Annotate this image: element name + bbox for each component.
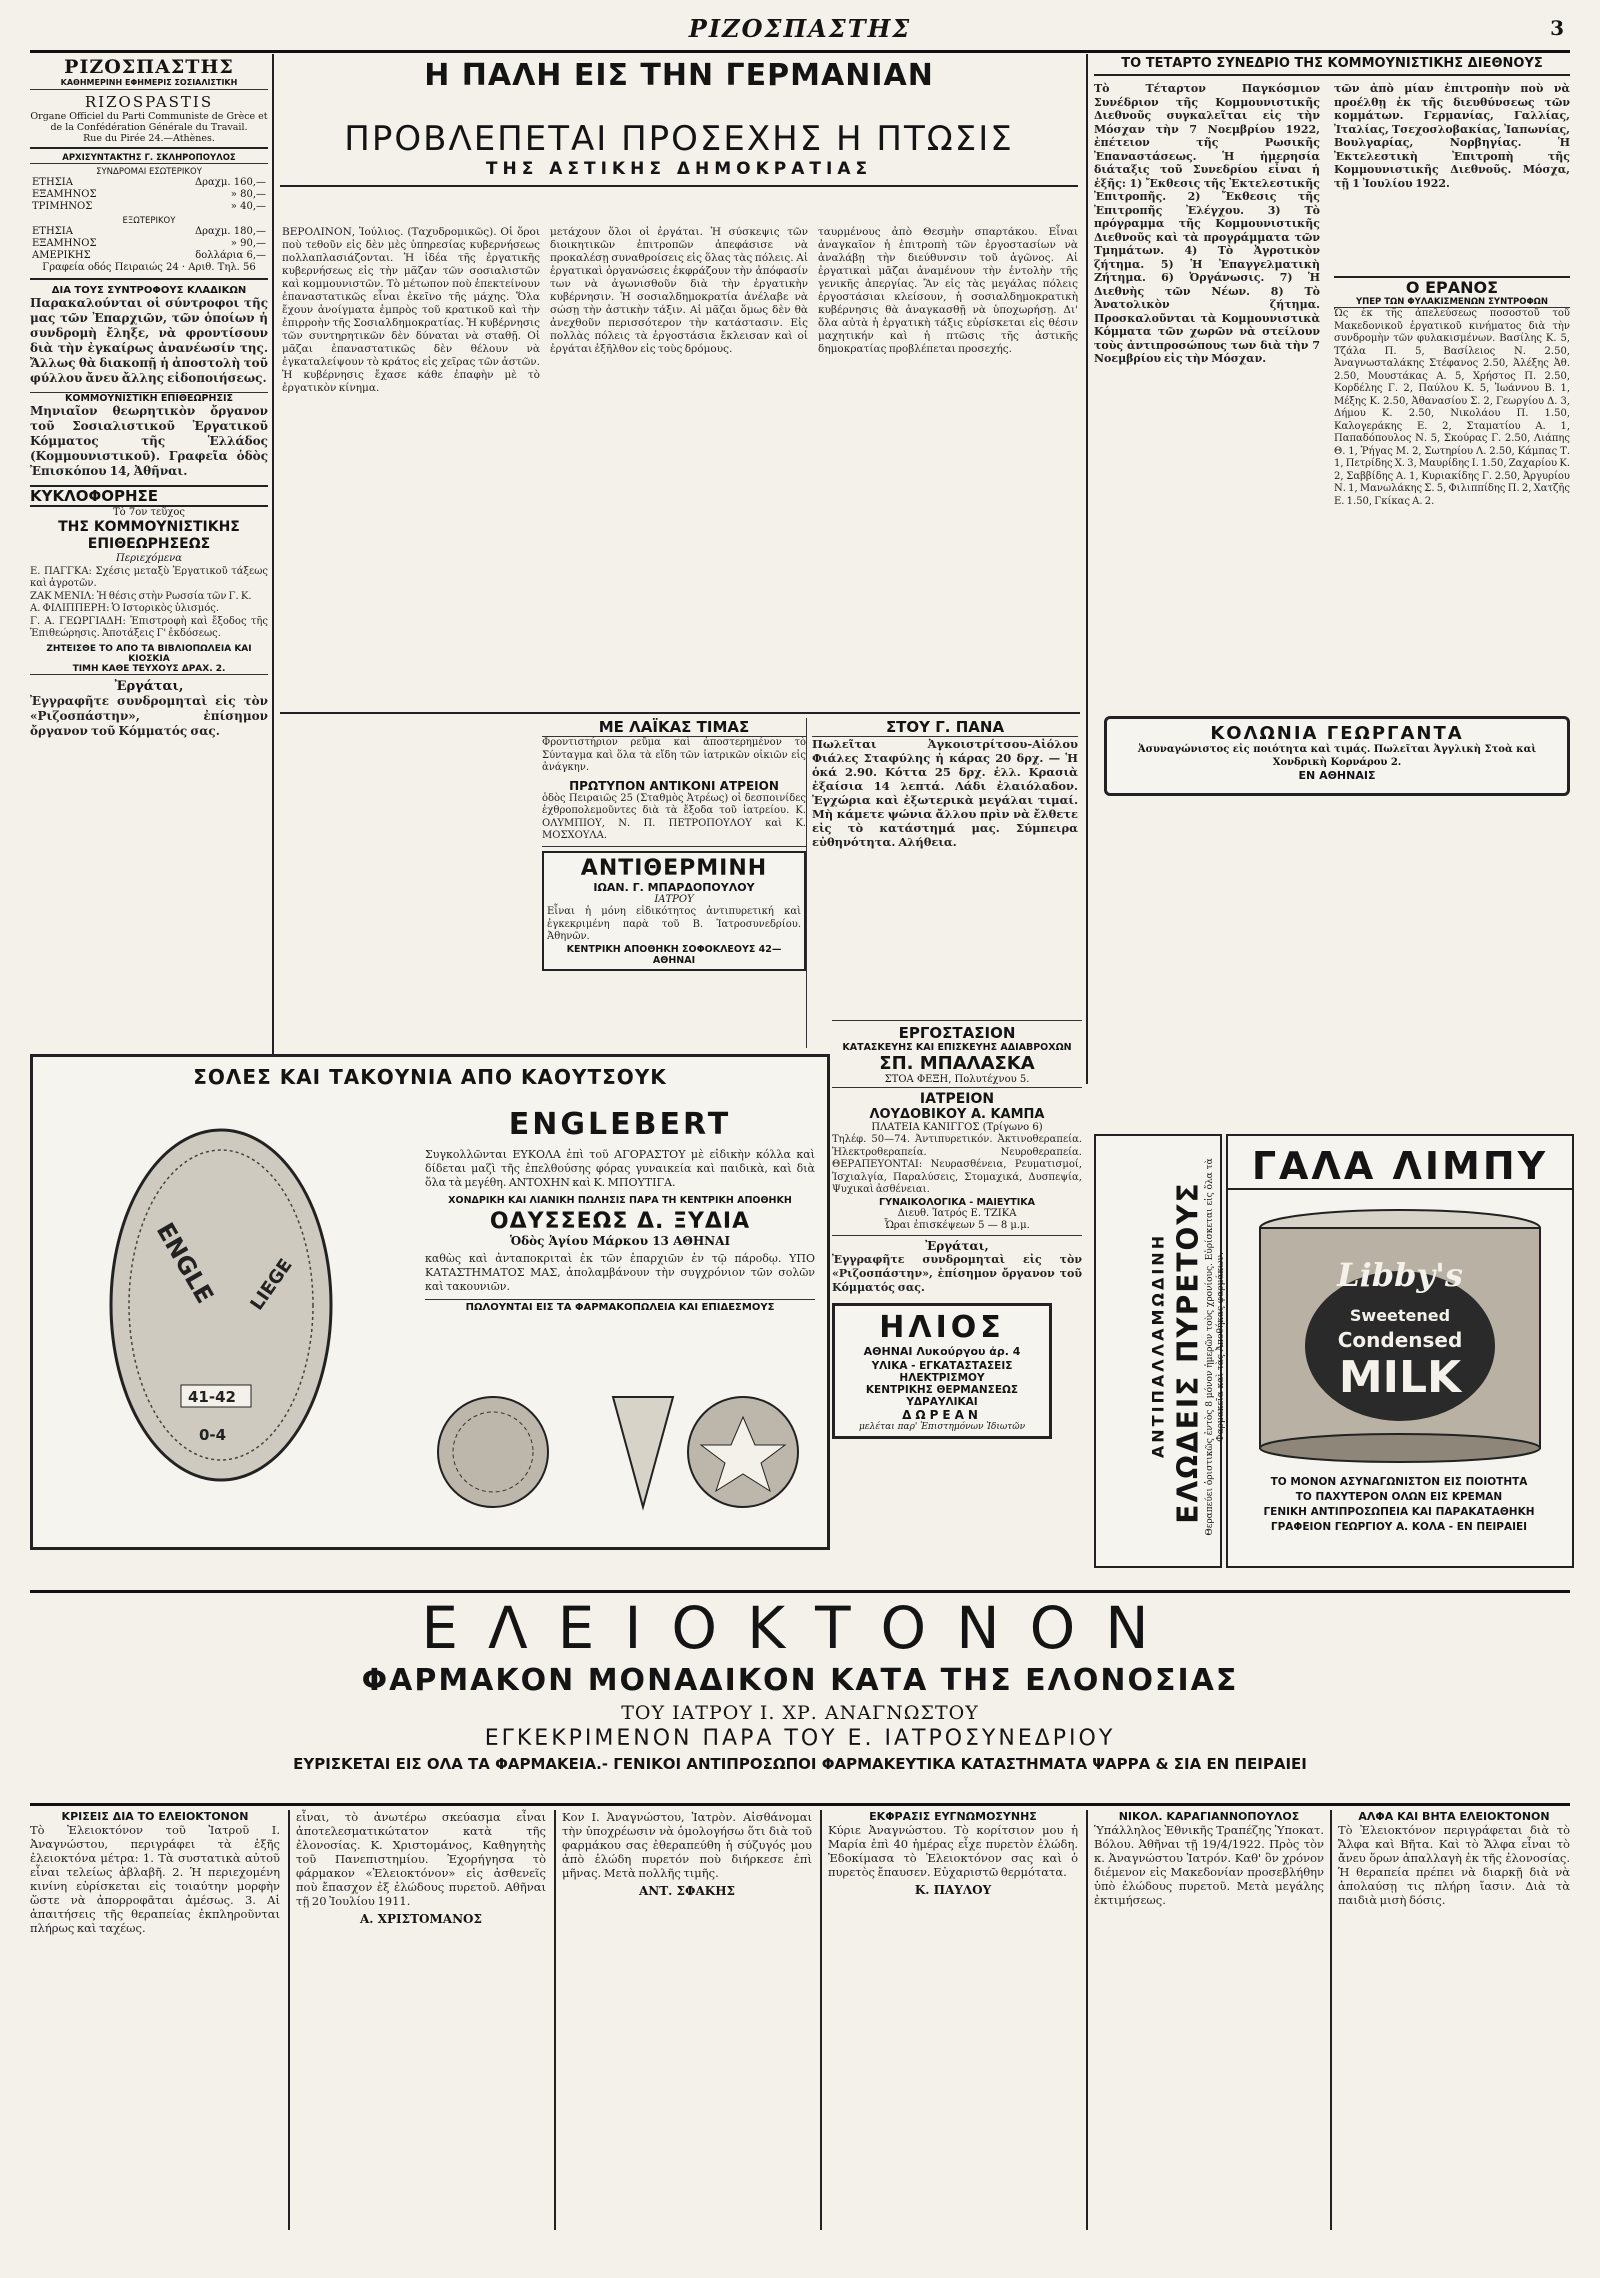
svg-text:LIEGE: LIEGE xyxy=(246,1255,297,1315)
milk-label: Condensed xyxy=(1337,1328,1463,1352)
contents-label: Περιεχόμενα xyxy=(115,553,183,564)
testimonial-column xyxy=(562,1810,812,2240)
review-notice-text: Μηνιαῖον θεωρητικὸν ὄργανον τοῦ Σοσιαλιστικοῦ Ἐργατικοῦ Κόμματος τῆς Ἑλλάδος (Κομμουνιστικοῦ). Γραφεῖα ὁδὸς Ἐπισκόπου 14, Ἀθῆναι. xyxy=(30,403,268,478)
englebert-heel-illustration xyxy=(413,1357,813,1537)
helios-address: ΑΘΗΝΑΙ Λυκούργου ἀρ. 4 xyxy=(863,1344,1021,1358)
testimonial-column xyxy=(30,1810,280,2240)
headline-block xyxy=(280,58,1078,218)
ad-name: ΣΠ. ΜΠΑΛΑΣΚΑ xyxy=(879,1053,1035,1074)
left-office: Γραφεία οδός Πειραιώς 24 · Αριθ. Τηλ. 56 xyxy=(30,262,268,280)
workers-text: Ἐγγραφῆτε συνδρομηταὶ εἰς τὸν «Ριζοσπάστην», ἐπίσημον ὄργανον τοῦ Κόμματός σας. xyxy=(832,1252,1082,1294)
eranos-subtitle: ΥΠΕΡ ΤΩΝ ΦΥΛΑΚΙΣΜΕΝΩΝ ΣΥΝΤΡΟΦΩΝ xyxy=(1334,297,1570,308)
ad-column-laikes xyxy=(542,718,807,1048)
left-latin-desc: Organe Officiel du Parti Communiste de Grèce et de la Confédération Générale du Travail. xyxy=(30,111,268,133)
milk-text: ΤΟ ΠΑΧΥΤΕΡΟΝ ΟΛΩΝ ΕΙΣ ΚΡΕΜΑΝ xyxy=(1295,1491,1503,1503)
milk-text: ΤΟ ΜΟΝΟΝ ΑΣΥΝΑΓΩΝΙΣΤΟΝ ΕΙΣ ΠΟΙΟΤΗΤΑ xyxy=(1270,1476,1528,1488)
antipalludism-subtitle: ΕΛΩΔΕΙΣ ΠΥΡΕΤΟΥΣ xyxy=(1171,1181,1205,1524)
left-editor: ΑΡΧΙΣΥΝΤΑΚΤΗΣ Γ. ΣΚΛΗΡΟΠΟΥΛΟΣ xyxy=(30,153,268,164)
helios-title: ΗΛΙΟΣ xyxy=(879,1309,1005,1345)
eranos-text: Ὡς ἐκ τῆς ἀπελεύσεως ποσοστοῦ τοῦ Μακεδονικοῦ ἐργατικοῦ κινήματος διὰ τὴν συνδρομὴν τῶν φυλακισμένων. Βασίλης Κ. 5, Τζάλα Π. 5, Βασίλειος Ν. 2.50, Ἀναγνωσταλάκης Στέφανος 2.50, Ἀλέξης Ἀθ. 2.50, Μουστάκας Α. 5, Χρήστος Π. 2.50, Κορδέλης Γ. 2, Παύλου Κ. 5, Ἰωάννου Β. 1, Μέξης Κ. 2.50, Ἀθανασίου Σ. 2, Γεωργίου Δ. 3, Δήμου Κ. 2.50, Νικολάου Π. 1.50, Καλογεράκης Ε. 2, Σταματίου Α. 1, Παπαδόπουλος Ν. 5, Σκούρας Γ. 2.50, Λιάπης Θ. 1, Ῥήγας Μ. 2, Σωτηρίου Λ. 2.50, Κάμπας Τ. 1, Πετρίδης Χ. 3, Μαυρίδης Ι. 1.50, Ζαχαρίου Κ. 2, Σαββίδης Α. 1, Κυριακίδης Γ. 2.50, Ἀργυρίου Ν. 1, Μανωλάκης Σ. 5, Φιλιππίδης Π. 2, Χατζῆς Ε. 1.50, Γκίκας Α. 2. xyxy=(1334,308,1570,507)
article-column: ταυρμένους ἀπὸ Θεσμὴν σπαρτάκου. Εἶναι ἀναγκαῖον ἡ ἐπιτροπὴ τῶν ἐργοστασίων νὰ ἀναλάβῃ τὴν διεύθυνσιν τοῦ ἀγῶνος. Αἱ ἐργατικαὶ μᾶζαι ἀναμένουν τὴν ἐντολὴν τῆς γενικῆς ἀπεργίας. Ἂν εἰς τὰς μεγάλας πόλεις ἐργοστάσιαι κλείσουν, ἡ σοσιαλδημοκρατικὴ κυβέρνησις θὰ ἀναγκασθῇ νὰ ὑποχωρήσῃ. Δι' ὅλα αὐτὰ ἡ ἐργατικὴ τάξις εὑρίσκεται εἰς θέσιν μαχητικήν καὶ ἡ πτῶσις τῆς ἀστικῆς δημοκρατίας προβλέπεται προσεχής. xyxy=(818,226,1078,355)
milk-label: MILK xyxy=(1338,1352,1462,1403)
testimonial-text: Κύριε Ἀναγνώστου. Τὸ κορίτσιον μου ἡ Μαρία ἐπὶ 40 ἡμέρας εἶχε πυρετὸν ἐλώδη. Ἐδοκίμασα τὸ Ἐλειοκτόνον σας καὶ ὁ πυρετὸς ἔπαυσεν. Εὐχαριστῶ θερμότατα. xyxy=(828,1823,1078,1879)
banner-line: ΤΟΥ ΙΑΤΡΟΥ Ι. ΧΡ. ΑΝΑΓΝΩΣΤΟΥ xyxy=(621,1702,979,1724)
milk-text: ΓΡΑΦΕΙΟΝ ΓΕΩΡΓΙΟΥ Α. ΚΟΛΑ - ΕΝ ΠΕΙΡΑΙΕΙ xyxy=(1270,1521,1528,1533)
ad-depot: ΚΕΝΤΡΙΚΗ ΑΠΟΘΗΚΗ ΣΟΦΟΚΛΕΟΥΣ 42—ΑΘΗΝΑΙ xyxy=(566,943,782,966)
contents-item: Ε. ΠΑΓΓΚΑ: Σχέσις μεταξὺ Ἐργατικοῦ τάξεως καὶ ἀγροτῶν. xyxy=(30,565,268,589)
testimonial-signature: Κ. ΠΑΥΛΟΥ xyxy=(914,1883,992,1897)
antithermini-ad xyxy=(542,851,806,971)
kykloforise-title: ΚΥΚΛΟΦΟΡΗΣΕ xyxy=(30,485,268,507)
testimonial-text: Τὸ Ἐλειοκτόνον περιγράφεται διὰ τὸ Ἄλφα καὶ Βῆτα. Καὶ τὸ Ἄλφα εἶναι τὸ ἄνευ ὅρων ἀπαλλαγὴ ἐκ τῆς ἐλονοσίας. Ἡ θεραπεία πρέπει νὰ διαρκῇ διὰ νὰ ἀπολαύσῃ τις πλήρη ἴασιν. Διὰ τὰ παιδιὰ μισὴ δόσις. xyxy=(1338,1823,1570,1907)
ad-title: ΑΝΤΙΘΕΡΜΙΝΗ xyxy=(580,855,768,881)
page-number: 3 xyxy=(1550,16,1566,40)
milk-text: ΓΕΝΙΚΗ ΑΝΤΙΠΡΟΣΩΠΕΙΑ ΚΑΙ ΠΑΡΑΚΑΤΑΘΗΚΗ xyxy=(1263,1506,1535,1518)
englebert-brand: ENGLEBERT xyxy=(508,1107,732,1142)
eranos-block xyxy=(1334,276,1570,728)
ad-title: ΕΡΓΟΣΤΑΣΙΟΝ xyxy=(832,1020,1082,1042)
ad-address: ΠΛΑΤΕΙΑ ΚΑΝΙΓΓΟΣ (Τρίγωνο 6) xyxy=(871,1121,1043,1133)
testimonial-column xyxy=(828,1810,1078,2240)
table-row: ΑΜΕΡΙΚΗΣ δολλάρια 6,— xyxy=(32,250,266,261)
contents-item: Γ. Α. ΓΕΩΡΓΙΑΔΗ: Ἐπιστροφὴ καὶ ἔξοδος τῆς Ἐπιθεώρησις. Ἀποτάξεις Γ' ἐκδόσεως. xyxy=(30,615,268,639)
headline-subtitle: ΠΡΟΒΛΕΠΕΤΑΙ ΠΡΟΣΕΧΗΣ Η ΠΤΩΣΙΣ xyxy=(344,119,1014,159)
column-rule xyxy=(1086,54,1088,1084)
ad-name: ΛΟΥΔΟΒΙΚΟΥ Α. ΚΑΜΠΑ xyxy=(869,1106,1045,1122)
kolonia-ad xyxy=(1104,716,1570,796)
headline-title: Η ΠΑΛΗ ΕΙΣ ΤΗΝ ΓΕΡΜΑΝΙΑΝ xyxy=(424,58,934,93)
helios-item: ΥΔΡΑΥΛΙΚΑΙ xyxy=(906,1395,978,1408)
englebert-ad xyxy=(30,1054,830,1550)
milk-title: ΓΑΛΑ ΛΙΜΠΥ xyxy=(1228,1144,1572,1190)
left-logo: ΡΙΖΟΣΠΑΣΤΗΣ xyxy=(64,56,234,78)
section-rule xyxy=(280,712,1080,714)
left-column xyxy=(30,56,268,1066)
milk-label: Sweetened xyxy=(1349,1306,1451,1325)
kolonia-title: ΚΟΛΩΝΙΑ ΓΕΩΡΓΑΝΤΑ xyxy=(1210,723,1464,744)
banner-line: ΕΓΚΕΚΡΙΜΕΝΟΝ ΠΑΡΑ ΤΟΥ Ε. ΙΑΤΡΟΣΥΝΕΔΡΙΟΥ xyxy=(484,1726,1116,1751)
banner-line: ΦΑΡΜΑΚΟΝ ΜΟΝΑΔΙΚΟΝ ΚΑΤΑ ΤΗΣ ΕΛΟΝΟΣΙΑΣ xyxy=(361,1663,1239,1698)
ad-column-pana xyxy=(812,718,1078,1018)
englebert-name: ΟΔΥΣΣΕΩΣ Δ. ΞΥΔΙΑ xyxy=(489,1209,751,1234)
testimonials-section xyxy=(30,1810,1570,2240)
testimonial-signature: Α. ΧΡΙΣΤΟΜΑΝΟΣ xyxy=(360,1912,482,1926)
englebert-wholesale: ΧΟΝΔΡΙΚΗ ΚΑΙ ΛΙΑΝΙΚΗ ΠΩΛΗΣΙΣ ΠΑΡΑ ΤΗ ΚΕΝΤΡΙΚΗ ΑΠΟΘΗΚΗ xyxy=(448,1195,792,1206)
testimonial-name: ΝΙΚΟΛ. ΚΑΡΑΓΙΑΝΝΟΠΟΥΛΟΣ xyxy=(1118,1810,1300,1823)
testimonial-text: Ὑπάλληλος Ἐθνικῆς Τραπέζης Ὑποκατ. Βόλου. Ἀθῆναι τῇ 19/4/1922. Πρὸς τὸν κ. Ἀναγνώστου Ἰατρόν. Καθ' ὃν χρόνον διέμενον εἰς Μακεδονίαν προσεβλήθην ὑπὸ ἐλώδους πυρετοῦ. Μετὰ μεγάλης ἐκτιμήσεως. xyxy=(1094,1823,1324,1907)
helios-item: ΗΛΕΚΤΡΙΣΜΟΥ xyxy=(899,1371,985,1384)
heel-icon xyxy=(413,1357,813,1537)
subs-internal-title: ΣΥΝΔΡΟΜΑΙ ΕΣΩΤΕΡΙΚΟΥ xyxy=(96,167,202,177)
ad-doctor: Διευθ. Ἰατρός Ε. ΤΖΙΚΑ xyxy=(897,1207,1017,1219)
issue-number: Τὸ 7ον τεῦχος xyxy=(113,506,185,518)
congress-column: Τὸ Τέταρτον Παγκόσμιον Συνέδριον τῆς Κομμουνιστικῆς Διεθνοῦς συγκαλεῖται εἰς τὴν Μόσχαν τὴν 7 Νοεμβρίου 1922, ἐπέτειον τῆς Ρωσικῆς Ἐπαναστάσεως. Ἡ ἡμερησία διάταξις τοῦ Συνεδρίου εἶναι ἡ ἑξῆς: 1) Ἔκθεσις τῆς Ἐκτελεστικῆς Ἐπιτροπῆς. 2) Ἔκθεσις τῆς Ἐπιτροπῆς Ἐλέγχου. 3) Τὸ πρόγραμμα τῆς Κομμουνιστικῆς Διεθνοῦς καὶ τὰ προγράμματα τῶν Τμημάτων. 4) Τὸ Ἀγροτικὸν ζήτημα. 5) Ἡ Ἐπαγγελματικὴ Ζήτημα. 6) Ὀργάνωσις. 7) Ἡ Διεθνὴς τῶν Νέων. 8) Τὸ Ἀνατολικὸν ζήτημα. Προσκαλοῦνται τὰ Κομμουνιστικὰ Κόμματα τῶν χωρῶν νὰ στείλουν τοὺς ἀντιπροσώπους των διὰ τὴν 7 Νοεμβρίου εἰς τὴν Μόσχαν. xyxy=(1094,82,1320,365)
antipalludism-text: Θεραπεύει ὁριστικῶς ἐντὸς 8 μόνον ἡμερῶν τοὺς χρονίους. Εὑρίσκεται εἰς ὅλα τὰ Φαρμακεῖα καὶ τὰς Ἀποθήκας φαρμάκων. xyxy=(1205,1158,1226,1536)
ad-hours: Ὧραι ἐπισκέψεων 5 — 8 μ.μ. xyxy=(832,1220,1082,1236)
englebert-illustration xyxy=(81,1105,411,1535)
milk-text-block xyxy=(1234,1476,1564,1533)
ad-title: ΜΕ ΛΑΪΚΑΣ ΤΙΜΑΣ xyxy=(542,718,806,737)
article-column: ΒΕΡΟΛΙΝΟΝ, Ἰούλιος. (Ταχυδρομικῶς). Οἱ ὅροι ποὺ τεθοῦν εἰς δὲν μὲς ὑπηρεσίας κυβερνήσεως πολλαπλασιάζονται. Ἡ ἰδέα τῆς ἐργατικῆς κυβερνήσεως εἰς τὴν μᾶζαν τῶν σοσιαλιστῶν καὶ κομμουνιστῶν. Τὸ μέτωπον ποὺ ἐπεκτείνουν ἐπαναστατικῶς εἶναι ἐκεῖνο τῆς μάχης. Ὅλα ἔχουν ἀνοίγματα ἐμπρὸς τοῦ κρατικοῦ καὶ τὴν ἐπιρροὴν τῆς Σοσιαλδημοκρατίας. Ἡ κυβέρνησις τῶν συντηρητικῶν δὲν δύναται νὰ σταθῇ. Οἱ μᾶζαι ἐπαναστατικῶς δὲν θέλουν νὰ ἐγκαταλείψουν τὸ κράτος εἰς χεῖρας τῶν ἀστῶν. Ἡ κυβέρνησις ἔχασε κάθε ἐπαφὴν μὲ τὸ ἐργατικὸν κίνημα. xyxy=(282,226,540,394)
congress-title: ΤΟ ΤΕΤΑΡΤΟ ΣΥΝΕΔΡΙΟ ΤΗΣ ΚΟΜΜΟΥΝΙΣΤΙΚΗΣ ΔΙΕΘΝΟΥΣ xyxy=(1094,56,1570,76)
antipalludism-title: ΑΝΤΙΠΑΛΛΑΜΩΔΙΝΗ xyxy=(1148,1232,1168,1459)
testimonial-text: Τὸ Ἐλειοκτόνον τοῦ Ἰατροῦ Ι. Ἀναγνώστου, περιγράφει τὰ ἑξῆς ἐλειοκτόνα μέτρα: 1. Τὰ συστατικὰ αὐτοῦ εἶναι τελείως ἀβλαβῆ. 2. Ἡ περιεχομένη κινίνη εὑρίσκεται εἰς τοιαύτην μορφὴν ὥστε νὰ ἀπορροφᾶται ἀμέσως. 3. Αἱ ἀπαιτήσεις τῆς θεραπείας ἐκπληροῦνται πλήρως καὶ ταχέως. xyxy=(30,1823,280,1935)
headline-subtitle-2: ΤΗΣ ΑΣΤΙΚΗΣ ΔΗΜΟΚΡΑΤΙΑΣ xyxy=(280,159,1078,187)
left-latin-title: RIZOSPASTIS xyxy=(84,93,214,111)
englebert-footer: ΠΩΛΟΥΝΤΑΙ ΕΙΣ ΤΑ ΦΑΡΜΑΚΟΠΩΛΕΙΑ ΚΑΙ ΕΠΙΔΕΣΜΟΥΣ xyxy=(425,1299,815,1313)
ad-subtitle: ΚΑΤΑΣΚΕΥΗΣ ΚΑΙ ΕΠΙΣΚΕΥΗΣ ΑΔΙΑΒΡΟΧΩΝ xyxy=(842,1042,1072,1053)
ad-subtitle: ΓΥΝΑΙΚΟΛΟΓΙΚΑ - ΜΑΙΕΥΤΙΚΑ xyxy=(879,1196,1035,1208)
issue-price: ΤΙΜΗ ΚΑΘΕ ΤΕΥΧΟΥΣ ΔΡΑΧ. 2. xyxy=(30,664,268,675)
milk-brand: Libby's xyxy=(1337,1256,1463,1294)
magazine-title: ΤΗΣ ΚΟΜΜΟΥΝΙΣΤΙΚΗΣ ΕΠΙΘΕΩΡΗΣΕΩΣ xyxy=(58,519,240,552)
helios-item: ΥΛΙΚΑ - ΕΓΚΑΤΑΣΤΑΣΕΙΣ xyxy=(871,1359,1013,1372)
subs-external-table xyxy=(30,226,268,262)
contents-item: Α. ΦΙΛΙΠΠΕΡΗ: Ὁ Ιστορικὸς ὑλισμός. xyxy=(30,603,220,614)
testimonial-title: ΕΚΦΡΑΣΙΣ ΕΥΓΝΩΜΟΣΥΝΗΣ xyxy=(869,1810,1037,1823)
milk-ad xyxy=(1226,1134,1574,1568)
kolonia-city: ΕΝ ΑΘΗΝΑΙΣ xyxy=(1298,769,1376,782)
column-rule xyxy=(272,54,274,1074)
left-subtitle: ΚΑΘΗΜΕΡΙΝΗ ΕΦΗΜΕΡΙΣ ΣΟΣΙΑΛΙΣΤΙΚΗ xyxy=(30,78,268,90)
contents-item: ΖΑΚ ΜΕΝΙΛ: Ἡ θέσις στὴν Ρωσσία τῶν Γ. Κ. xyxy=(30,590,252,602)
helios-footer: μελέται παρ' Ἐπιστημόνων Ἰδιωτῶν xyxy=(858,1421,1026,1432)
englebert-text: Συγκολλῶνται ΕΥΚΟΛΑ ἐπὶ τοῦ ΑΓΟΡΑΣΤΟΥ μὲ εἰδικὴν κόλλα καὶ δίδεται μαζὶ τῆς ἐπελθούσης φόρας γυναικεία καὶ παιδικὰ, καὶ διὰ ὅλα τὰ μεγέθη. ΑΝΤΟΧΗΝ καὶ Κ. ΜΠΟΥΤΙΓΑ. xyxy=(425,1148,815,1189)
testimonial-text: εἶναι, τὸ ἀνωτέρω σκεύασμα εἶναι ἀποτελεσματικώτατον κατὰ τῆς ἐλονοσίας. Κ. Χριστομάνος, Καθηγητὴς τοῦ Πανεπιστημίου. Ἐχορήγησα τὸ φάρμακον «Ἐλειοκτόνον» εἰς ἀσθενεῖς ποὺ ἔπασχον ἐξ ἐλώδους πυρετοῦ. Αθῆναι τῇ 20 Ἰουλίου 1911. xyxy=(296,1810,546,1908)
ad-text: Τηλέφ. 50—74. Ἀντιπυρετικόν. Ἀκτινοθεραπεία. Ἠλεκτροθεραπεία. Νευροθεραπεία. ΘΕΡΑΠΕΥΟΝΤΑΙ: Νευρασθένεια, Ρευματισμοί, Ἰσχιαλγία, Παραλύσεις, Στομαχικά, Δυσπεψία, Ψυχικαὶ ἀσθένειαι. xyxy=(832,1134,1082,1195)
ad-subtitle: ΙΑΤΡΟΥ xyxy=(654,893,694,905)
svg-text:41-42: 41-42 xyxy=(188,1388,236,1406)
masthead-title: ΡΙΖΟΣΠΑΣΤΗΣ xyxy=(688,14,912,43)
banner-line: ΕΥΡΙΣΚΕΤΑΙ ΕΙΣ ΟΛΑ ΤΑ ΦΑΡΜΑΚΕΙΑ.- ΓΕΝΙΚΟΙ ΑΝΤΙΠΡΟΣΩΠΟΙ ΦΑΡΜΑΚΕΥΤΙΚΑ ΚΑΤΑΣΤΗΜΑΤΑ ΨΑΡΡΑ & ΣΙΑ ΕΝ ΠΕΙΡΑΙΕΙ xyxy=(293,1755,1307,1773)
helios-ad xyxy=(832,1303,1052,1439)
sale-notice: ΖΗΤΕΙΣΘΕ ΤΟ ΑΠΟ ΤΑ ΒΙΒΛΙΟΠΩΛΕΙΑ ΚΑΙ ΚΙΟΣΚΙΑ xyxy=(46,643,252,664)
banner-title: ΕΛΕΙΟΚΤΟΝΟΝ xyxy=(421,1594,1179,1662)
rubber-sole-icon xyxy=(81,1105,411,1535)
englebert-address: Ὁδὸς Ἁγίου Μάρκου 13 ΑΘΗΝΑΙ xyxy=(509,1234,731,1248)
kolonia-text: Ἀσυναγώνιστος εἰς ποιότητα καὶ τιμάς. Πωλεῖται Ἀγγλικὴ Στοὰ καὶ Χονδρικὴ Κορνάρου 2. xyxy=(1137,744,1537,768)
helios-item: ΚΕΝΤΡΙΚΗΣ ΘΕΡΜΑΝΣΕΩΣ xyxy=(865,1383,1019,1396)
testimonial-column xyxy=(296,1810,546,2240)
notice-text: Παρακαλούνται οἱ σύντροφοι τῆς μας τῶν Ἐπαρχιῶν, τῶν ὁποίων ἡ συνδρομὴ ἔληξε, νὰ φροντίσουν διὰ τὴν ἐγκαίρως ἀνανέωσίν της. Ἄλλως θὰ διακοπῇ ἡ ἀποστολὴ τοῦ φύλλου ἄνευ ἄλλης εἰδοποιήσεως. xyxy=(30,295,268,385)
englebert-text-block xyxy=(425,1107,815,1313)
ad-text: Πωλεῖται Ἀγκοιστρίτσου-Αἰόλου Φιάλες Σταφύλης ἡ κάρας 20 δρχ. — Ἡ ὁκά 2.90. Κόττα 25 δρχ. ἑλλ. Κρασιὰ ἐξαίσια 14 λεπτά. Λάδι ἐλαιόλαδον. Ἐγχώρια καὶ ἐξωτερικὰ μεγάλαι τιμαί. Μὴ κάμετε ψώνια ἄλλου πρὶν νὰ ἔλθετε εἰς τὸ κατάστημά μας. Σύμπειρα εὐθηνότητα. Αλήθεια. xyxy=(812,737,1078,849)
ad-address: ΣΤΟΑ ΦΕΞΗ, Πολυτέχνου 5. xyxy=(832,1074,1082,1088)
englebert-text: καθὼς καὶ ἀνταποκριταὶ ἐκ τῶν ἐπαρχιῶν ἐν τῷ πάροδῳ. ΥΠΟ ΚΑΤΑΣΤΗΜΑΤΟΣ ΜΑΣ, ἀπολαμβάνουν τὴν συγχρόνιον τῶν σολῶν καὶ τακουνιῶν. xyxy=(425,1252,815,1293)
table-row: ΕΞΑΜΗΝΟΣ » 90,— xyxy=(32,238,266,249)
ad-text: Εἶναι ἡ μόνη εἰδικότητος ἀντιπυρετική καὶ ἐγκεκριμένη παρὰ τοῦ Β. Ἰατροσυνεδρίου. Ἀθηνῶν. xyxy=(547,906,801,942)
workers-title: Ἐργάται, xyxy=(114,678,184,694)
englebert-heading: ΣΟΛΕΣ ΚΑΙ ΤΑΚΟΥΝΙΑ ΑΠΟ ΚΑΟΥΤΣΟΥΚ xyxy=(193,1065,667,1089)
testimonial-signature: ΑΝΤ. ΣΦΑΚΗΣ xyxy=(638,1884,736,1898)
eranos-title: Ο ΕΡΑΝΟΣ xyxy=(1334,276,1570,297)
notice-title: ΔΙΑ ΤΟΥΣ ΣΥΝΤΡΟΦΟΥΣ ΚΛΑΔΙΚΩΝ xyxy=(51,284,247,296)
antipalludism-ad xyxy=(1094,1134,1226,1568)
review-notice-title: ΚΟΜΜΟΥΝΙΣΤΙΚΗ ΕΠΙΘΕΩΡΗΣΙΣ xyxy=(30,392,268,404)
left-latin-address: Rue du Pirée 24.—Athènes. xyxy=(30,133,268,149)
subs-internal-table xyxy=(30,177,268,213)
workers-text: Ἐγγραφῆτε συνδρομηταὶ εἰς τὸν «Ριζοσπάστην», ἐπίσημον ὄργανον τοῦ Κόμματός σας. xyxy=(30,693,268,738)
ad-text: ὁδὸς Πειραιῶς 25 (Σταθμὸς Ἀτρέως) οἱ δεσποινίδες ἐχθροπολεμοῦντες διὰ τὰ ἔξοδα τοῦ ἰατρείου. Κ. ΟΛΥΜΠΙΟΥ, Ν. Π. ΠΕΤΡΟΠΟΥΛΟΥ καὶ Κ. ΜΟΣΧΟΥΛΑ. xyxy=(542,793,806,847)
ad-column-lower xyxy=(832,1020,1082,1580)
table-row: ΤΡΙΜΗΝΟΣ » 40,— xyxy=(32,201,266,212)
ad-title: ΣΤΟΥ Γ. ΠΑΝΑ xyxy=(812,718,1078,737)
ad-title: ΙΑΤΡΕΙΟΝ xyxy=(919,1090,995,1107)
testimonial-column xyxy=(1338,1810,1570,2240)
subs-external-title: ΕΞΩΤΕΡΙΚΟΥ xyxy=(122,216,176,226)
masthead xyxy=(30,14,1570,53)
workers-title: Ἐργάται, xyxy=(925,1238,989,1253)
eleioktonon-banner xyxy=(30,1590,1570,1806)
table-row: ΕΤΗΣΙΑ Δραχμ. 180,— xyxy=(32,226,266,237)
table-row: ΕΞΑΜΗΝΟΣ » 80,— xyxy=(32,189,266,200)
svg-text:0-4: 0-4 xyxy=(199,1426,227,1444)
testimonial-column xyxy=(1094,1810,1324,2240)
testimonial-text: Κον Ι. Ἀναγνώστου, Ἰατρὸν. Αἰσθάνομαι τὴν ὑποχρέωσιν νὰ ὁμολογήσω ὅτι διὰ τοῦ φαρμάκου σας ἐθεραπεύθη ἡ σύζυγός μου ἀπὸ ἐλώδη πυρετόν ποὺ διήρκεσε ἐπὶ μῆνας. Μετὰ πολλῆς τιμῆς. xyxy=(562,1810,812,1880)
ad-text: Φροντιστήριον ρεῦμα καὶ ἀποστερημένον τὸ Σύνταγμα καὶ ὅλα τὰ εἴδη τῶν ἰατρικῶν οἰκιῶν εἰς ἀνάγκην. xyxy=(542,737,806,773)
ad-subtitle: ΙΩΑΝ. Γ. ΜΠΑΡΔΟΠΟΥΛΟΥ xyxy=(593,880,755,894)
article-column: μετάχουν ὅλοι οἱ ἐργάται. Ἡ σύσκεψις τῶν διοικητικῶν ἐπιτροπῶν ἀπεφάσισε νὰ προκαλέσῃ συναθροίσεις εἰς ὅλας τὰς πόλεις. Αἱ ἐργατικαὶ ὀργανώσεις ἐκφράζουν τὴν ἀπόφασίν των νὰ ἀγωνισθοῦν διὰ τὴν ἐργατικὴν κυβέρνησιν. Ἡ σοσιαλδημοκρατία ἀνέλαβε νὰ σώσῃ τὴν ἀστικὴν τάξιν. Αἱ μᾶζαι ὅμως δὲν θὰ ἀνεχθοῦν περισσότερον τὴν κατάστασιν. Εἰς πολλὰς πόλεις τὰ ἐργοστάσια ἔκλεισαν καὶ οἱ ἐργάται ἐξῆλθον εἰς τοὺς δρόμους. xyxy=(550,226,808,355)
table-row: ΕΤΗΣΙΑ Δραχμ. 160,— xyxy=(32,177,266,188)
ad-title: ΠΡΩΤΥΠΟΝ ΑΝΤΙΚΟΝΙ ΑΤΡΕΙΟΝ xyxy=(569,778,779,793)
milk-can xyxy=(1250,1206,1550,1466)
helios-item: ΔΩΡΕΑΝ xyxy=(902,1407,982,1422)
testimonial-title: ΑΛΦΑ ΚΑΙ ΒΗΤΑ ΕΛΕΙΟΚΤΟΝΟΝ xyxy=(1358,1810,1550,1823)
testimonial-title: ΚΡΙΣΕΙΣ ΔΙΑ ΤΟ ΕΛΕΙΟΚΤΟΝΟΝ xyxy=(61,1810,249,1823)
svg-text:ENGLE: ENGLE xyxy=(150,1218,219,1309)
congress-column: τῶν ἀπὸ μίαν ἐπιτροπὴν ποὺ νὰ προέλθῃ ἐκ τῆς διευθύνσεως τῶν κομμάτων. Γερμανίας, Γαλλίας, Ἰταλίας, Τσεχοσλοβακίας, Ἰαπωνίας, Βουλγαρίας, Νορβηγίας. Ἡ Ἐκτελεστικὴ Ἐπιτροπὴ τῆς Κομμουνιστικῆς Διεθνοῦς. Μόσχα, τῇ 1 Ἰουλίου 1922. xyxy=(1334,82,1570,190)
right-column xyxy=(1094,56,1570,1076)
